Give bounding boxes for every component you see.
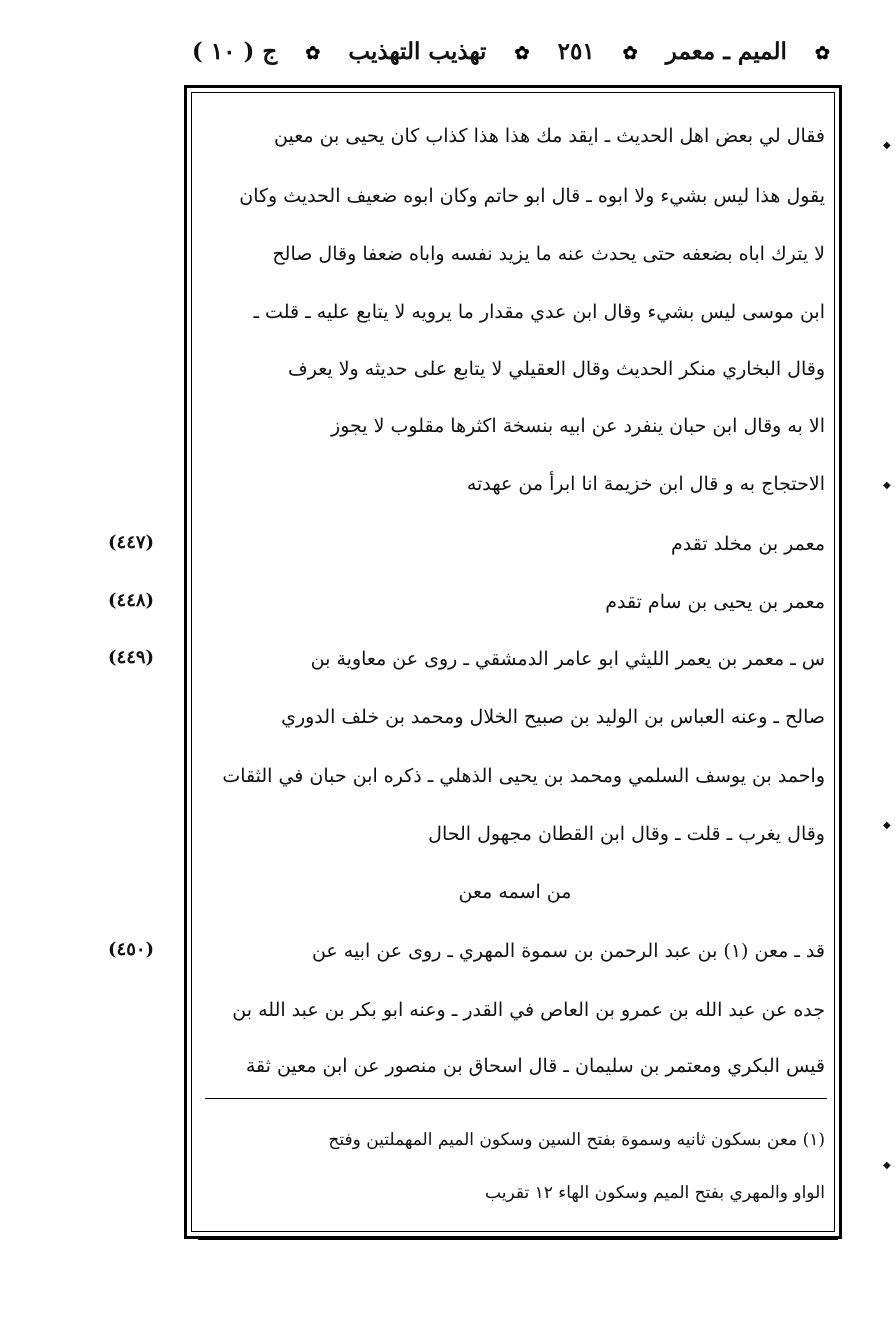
body-line: فقال لي بعض اهل الحديث ـ ايقد مك هذا هذا كذاب كان يحيى بن معين — [274, 125, 825, 147]
body-line: وقال البخاري منكر الحديث وقال العقيلي لا يتابع على حديثه ولا يعرف — [288, 358, 825, 380]
body-line: يقول هذا ليس بشيء ولا ابوه ـ قال ابو حاتم وكان ابوه ضعيف الحديث وكان — [239, 185, 825, 207]
footnote-line: (١) معن بسكون ثانيه وسموة بفتح السين وسكون الميم المهملتين وفتح — [328, 1130, 825, 1150]
margin-number: (٤٥٠) — [108, 939, 155, 960]
section-heading: من اسمه معن — [458, 881, 572, 903]
scan-mark: ◆ — [883, 1160, 891, 1171]
body-line: وقال يغرب ـ قلت ـ وقال ابن القطان مجهول الحال — [428, 823, 825, 845]
body-line: جده عن عبد الله بن عمرو بن العاص في القدر ـ وعنه ابو بكر بن عبد الله بن — [232, 999, 825, 1021]
header-book-title: تهذيب التهذيب — [348, 38, 487, 65]
ornament-icon: ✿ — [622, 43, 638, 64]
ornament-icon: ✿ — [814, 43, 830, 64]
scan-mark: ◆ — [883, 820, 891, 831]
scan-mark: ◆ — [883, 140, 891, 151]
entry-heading: قد ـ معن (١) بن عبد الرحمن بن سموة المهري ـ روى عن ابيه عن — [311, 940, 825, 962]
bottom-rule — [198, 1238, 838, 1240]
header-section: الميم ـ معمر — [665, 38, 787, 65]
ornament-icon: ✿ — [305, 43, 321, 64]
body-line: واحمد بن يوسف السلمي ومحمد بن يحيى الذهلي ـ ذكره ابن حبان في الثقات — [222, 765, 825, 787]
entry-heading: معمر بن مخلد تقدم — [670, 533, 825, 555]
footnote-rule — [205, 1098, 827, 1099]
entry-heading: معمر بن يحيى بن سام تقدم — [605, 591, 825, 613]
header-page-number: ٢٥١ — [557, 38, 595, 65]
margin-number: (٤٤٧) — [108, 532, 155, 553]
margin-number: (٤٤٩) — [108, 647, 155, 668]
body-line: صالح ـ وعنه العباس بن الوليد بن صبيح الخلال ومحمد بن خلف الدوري — [281, 706, 825, 728]
body-line: ابن موسى ليس بشيء وقال ابن عدي مقدار ما يرويه لا يتابع عليه ـ قلت ـ — [253, 301, 825, 323]
body-line: قيس البكري ومعتمر بن سليمان ـ قال اسحاق بن منصور عن ابن معين ثقة — [245, 1055, 825, 1077]
margin-number: (٤٤٨) — [108, 590, 155, 611]
body-line: الاحتجاج به و قال ابن خزيمة انا ابرأ من عهدته — [466, 473, 825, 495]
ornament-icon: ✿ — [514, 43, 530, 64]
body-line: الا به وقال ابن حبان ينفرد عن ابيه بنسخة اكثرها مقلوب لا يجوز — [331, 415, 825, 437]
header-volume: ج ( ١٠ ) — [191, 38, 278, 65]
page-header — [180, 38, 830, 78]
scan-mark: ◆ — [883, 480, 891, 491]
footnote-line: الواو والمهري بفتح الميم وسكون الهاء ١٢ تقريب — [485, 1183, 825, 1203]
body-line: لا يترك اباه بضعفه حتى يحدث عنه ما يزيد نفسه واباه ضعفا وقال صالح — [272, 243, 825, 265]
entry-heading: س ـ معمر بن يعمر الليثي ابو عامر الدمشقي ـ روى عن معاوية بن — [310, 648, 825, 670]
